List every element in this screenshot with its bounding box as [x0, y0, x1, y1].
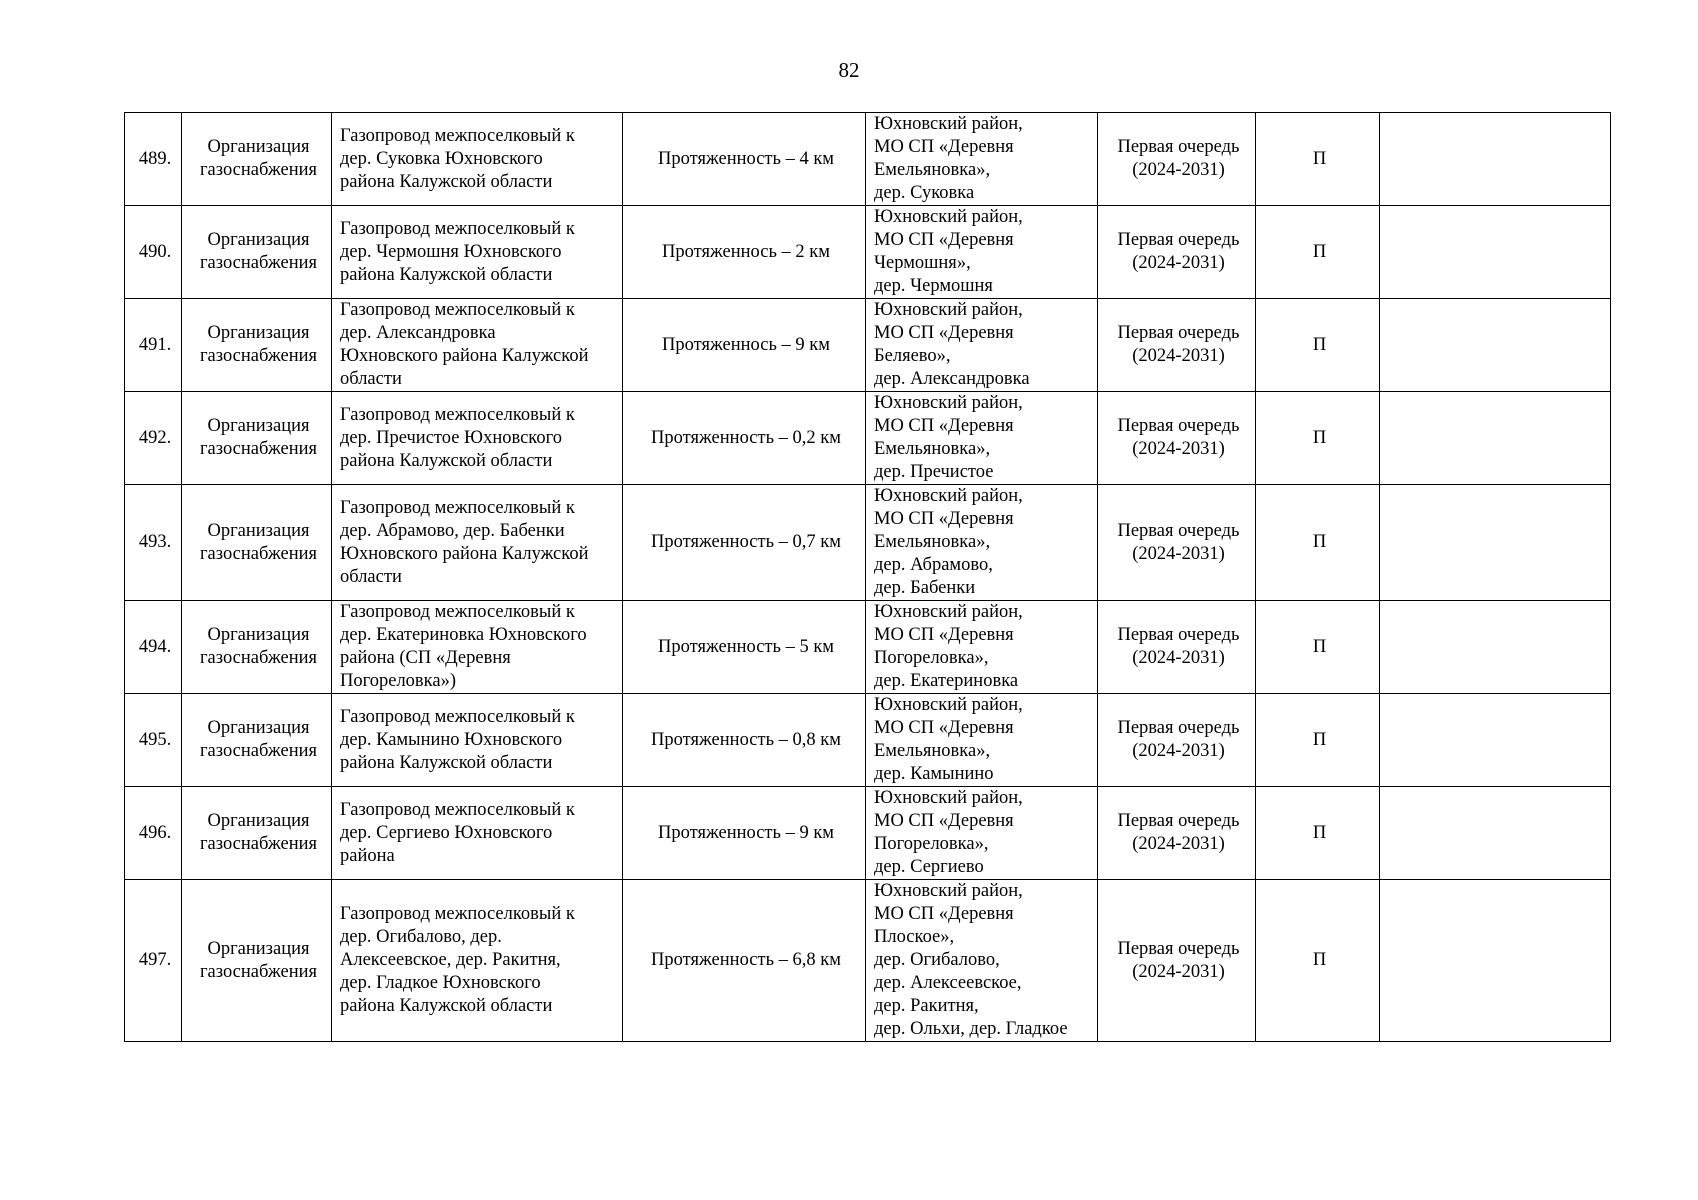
- cell-line: Юхновский район,: [874, 114, 1023, 134]
- status-cell: П: [1256, 601, 1380, 694]
- location-cell: [866, 601, 1098, 694]
- empty-cell: [1380, 601, 1611, 694]
- stage-cell: [1098, 299, 1256, 392]
- cell-line: МО СП «Деревня: [874, 904, 1014, 924]
- organization-cell: [182, 787, 332, 880]
- organization-cell: [182, 485, 332, 601]
- cell-line: Организация: [207, 625, 310, 645]
- cell-line: Юхновский район,: [874, 486, 1023, 506]
- table-row: [125, 392, 1611, 485]
- cell-line: (2024-2031): [1132, 543, 1225, 564]
- location-cell: [866, 299, 1098, 392]
- row-number-cell: 494.: [125, 601, 182, 694]
- object-name-cell: [332, 206, 623, 299]
- organization-cell: [182, 299, 332, 392]
- cell-line: дер. Огибалово,: [874, 950, 1000, 970]
- cell-line: дер. Огибалово, дер.: [340, 927, 502, 947]
- object-name-cell: [332, 113, 623, 206]
- object-name-cell: [332, 485, 623, 601]
- empty-cell: [1380, 299, 1611, 392]
- location-cell: [866, 392, 1098, 485]
- cell-line: МО СП «Деревня: [874, 137, 1014, 157]
- object-name-cell: [332, 392, 623, 485]
- cell-line: газоснабжения: [199, 253, 318, 273]
- cell-line: Первая очередь: [1117, 718, 1240, 738]
- cell-line: дер. Суковка: [874, 183, 975, 203]
- cell-line: (2024-2031): [1132, 648, 1225, 668]
- cell-line: Первая очередь: [1117, 811, 1240, 831]
- status-cell: П: [1256, 392, 1380, 485]
- row-number-cell: 495.: [125, 694, 182, 787]
- cell-line: области: [340, 369, 402, 389]
- organization-cell: [182, 392, 332, 485]
- cell-line: МО СП «Деревня: [874, 230, 1014, 250]
- organization-cell: [182, 601, 332, 694]
- cell-line: дер. Ракитня,: [874, 996, 979, 1016]
- cell-line: дер. Екатериновка: [874, 671, 1019, 691]
- cell-line: Организация: [207, 416, 310, 436]
- row-number-cell: 493.: [125, 485, 182, 601]
- stage-cell: [1098, 392, 1256, 485]
- table-row: [125, 880, 1611, 1042]
- status-cell: П: [1256, 694, 1380, 787]
- cell-line: Организация: [207, 323, 310, 343]
- cell-line: Алексеевское, дер. Ракитня,: [340, 950, 561, 970]
- cell-line: района Калужской области: [340, 450, 553, 471]
- organization-cell: [182, 694, 332, 787]
- cell-line: (2024-2031): [1132, 160, 1225, 180]
- row-number-cell: 492.: [125, 392, 182, 485]
- cell-line: дер. Ольхи, дер. Гладкое: [874, 1019, 1068, 1039]
- cell-line: района Калужской области: [340, 752, 553, 773]
- cell-line: (2024-2031): [1132, 253, 1225, 273]
- length-cell: Протяженность – 0,2 км: [623, 392, 866, 485]
- cell-line: дер. Сергиево: [874, 857, 984, 877]
- length-cell: Протяженнось – 2 км: [623, 206, 866, 299]
- cell-line: газоснабжения: [199, 160, 318, 180]
- cell-line: района (СП «Деревня: [340, 648, 511, 668]
- table-row: [125, 299, 1611, 392]
- cell-line: дер. Бабенки: [874, 578, 976, 598]
- cell-line: Юхновский район,: [874, 881, 1023, 901]
- cell-line: газоснабжения: [199, 961, 318, 982]
- cell-line: Первая очередь: [1117, 938, 1240, 959]
- cell-line: дер. Абрамово, дер. Бабенки: [340, 520, 565, 541]
- cell-line: дер. Абрамово,: [874, 555, 993, 575]
- cell-line: Организация: [207, 137, 310, 157]
- row-number-cell: 489.: [125, 113, 182, 206]
- empty-cell: [1380, 206, 1611, 299]
- cell-line: дер. Суковка Юхновского: [340, 148, 543, 169]
- cell-line: Емельяновка»,: [874, 160, 991, 180]
- cell-line: дер. Чермошня Юхновского: [340, 241, 562, 262]
- cell-line: дер. Гладкое Юхновского: [340, 973, 541, 993]
- cell-line: Погореловка»): [340, 671, 456, 691]
- cell-line: Первая очередь: [1117, 230, 1240, 250]
- status-cell: П: [1256, 485, 1380, 601]
- cell-line: Погореловка»,: [874, 834, 989, 854]
- location-cell: [866, 694, 1098, 787]
- length-cell: Протяженность – 5 км: [623, 601, 866, 694]
- cell-line: области: [340, 566, 402, 587]
- location-cell: [866, 485, 1098, 601]
- row-number-cell: 497.: [125, 880, 182, 1042]
- cell-line: Первая очередь: [1117, 137, 1240, 157]
- empty-cell: [1380, 392, 1611, 485]
- cell-line: района Калужской области: [340, 264, 553, 285]
- cell-line: района: [340, 845, 395, 866]
- stage-cell: [1098, 787, 1256, 880]
- cell-line: Газопровод межпоселковый к: [340, 497, 575, 518]
- row-number-cell: 490.: [125, 206, 182, 299]
- stage-cell: [1098, 880, 1256, 1042]
- empty-cell: [1380, 694, 1611, 787]
- status-cell: П: [1256, 206, 1380, 299]
- cell-line: Юхновского района Калужской: [340, 346, 589, 366]
- cell-line: газоснабжения: [199, 439, 318, 459]
- cell-line: Юхновский район,: [874, 788, 1023, 808]
- stage-cell: [1098, 694, 1256, 787]
- cell-line: дер. Чермошня: [874, 276, 993, 296]
- cell-line: дер. Екатериновка Юхновского: [340, 625, 587, 645]
- cell-line: Организация: [207, 520, 310, 541]
- status-cell: П: [1256, 113, 1380, 206]
- cell-line: дер. Пречистое: [874, 462, 994, 482]
- cell-line: Юхновский район,: [874, 207, 1023, 227]
- table-row: [125, 206, 1611, 299]
- cell-line: района Калужской области: [340, 996, 553, 1016]
- location-cell: [866, 206, 1098, 299]
- cell-line: (2024-2031): [1132, 439, 1225, 459]
- cell-line: района Калужской области: [340, 171, 553, 192]
- cell-line: (2024-2031): [1132, 834, 1225, 854]
- cell-line: газоснабжения: [199, 834, 318, 854]
- table-row: [125, 485, 1611, 601]
- cell-line: Первая очередь: [1117, 625, 1240, 645]
- cell-line: (2024-2031): [1132, 346, 1225, 366]
- cell-line: дер. Камынино: [874, 764, 994, 784]
- location-cell: [866, 113, 1098, 206]
- cell-line: МО СП «Деревня: [874, 811, 1014, 831]
- cell-line: Газопровод межпоселковый к: [340, 125, 575, 146]
- table-row: [125, 113, 1611, 206]
- cell-line: Первая очередь: [1117, 520, 1240, 541]
- cell-line: Первая очередь: [1117, 416, 1240, 436]
- cell-line: Газопровод межпоселковый к: [340, 218, 575, 239]
- cell-line: Газопровод межпоселковый к: [340, 904, 575, 924]
- cell-line: дер. Сергиево Юхновского: [340, 822, 553, 843]
- object-name-cell: [332, 880, 623, 1042]
- cell-line: Газопровод межпоселковый к: [340, 706, 575, 727]
- table-row: [125, 694, 1611, 787]
- cell-line: дер. Александровка: [340, 323, 496, 343]
- cell-line: Организация: [207, 938, 310, 959]
- cell-line: Беляево»,: [874, 346, 951, 366]
- cell-line: Газопровод межпоселковый к: [340, 799, 575, 820]
- length-cell: Протяженность – 9 км: [623, 787, 866, 880]
- organization-cell: [182, 113, 332, 206]
- cell-line: дер. Камынино Юхновского: [340, 729, 563, 750]
- cell-line: МО СП «Деревня: [874, 323, 1014, 343]
- object-name-cell: [332, 601, 623, 694]
- cell-line: Юхновский район,: [874, 695, 1023, 715]
- cell-line: МО СП «Деревня: [874, 625, 1014, 645]
- cell-line: Юхновский район,: [874, 393, 1023, 413]
- cell-line: Организация: [207, 718, 310, 738]
- location-cell: [866, 880, 1098, 1042]
- length-cell: Протяженнось – 9 км: [623, 299, 866, 392]
- object-name-cell: [332, 787, 623, 880]
- cell-line: МО СП «Деревня: [874, 416, 1014, 436]
- cell-line: Газопровод межпоселковый к: [340, 404, 575, 425]
- cell-line: Чермошня»,: [874, 253, 971, 273]
- cell-line: газоснабжения: [199, 543, 318, 564]
- table-row: [125, 601, 1611, 694]
- empty-cell: [1380, 485, 1611, 601]
- cell-line: Емельяновка»,: [874, 741, 991, 761]
- cell-line: газоснабжения: [199, 346, 318, 366]
- organization-cell: [182, 206, 332, 299]
- empty-cell: [1380, 880, 1611, 1042]
- row-number-cell: 491.: [125, 299, 182, 392]
- length-cell: Протяженность – 0,7 км: [623, 485, 866, 601]
- cell-line: МО СП «Деревня: [874, 718, 1014, 738]
- empty-cell: [1380, 113, 1611, 206]
- cell-line: Организация: [207, 811, 310, 831]
- status-cell: П: [1256, 880, 1380, 1042]
- empty-cell: [1380, 787, 1611, 880]
- cell-line: Организация: [207, 230, 310, 250]
- length-cell: Протяженность – 6,8 км: [623, 880, 866, 1042]
- table-row: [125, 787, 1611, 880]
- cell-line: (2024-2031): [1132, 741, 1225, 761]
- cell-line: Газопровод межпоселковый к: [340, 602, 575, 622]
- cell-line: Емельяновка»,: [874, 532, 991, 552]
- row-number-cell: 496.: [125, 787, 182, 880]
- cell-line: МО СП «Деревня: [874, 509, 1014, 529]
- cell-line: Юхновский район,: [874, 602, 1023, 622]
- status-cell: П: [1256, 299, 1380, 392]
- cell-line: дер. Александровка: [874, 369, 1030, 389]
- stage-cell: [1098, 206, 1256, 299]
- cell-line: Погореловка»,: [874, 648, 989, 668]
- status-cell: П: [1256, 787, 1380, 880]
- cell-line: газоснабжения: [199, 648, 318, 668]
- gas-supply-table: [124, 112, 1611, 1042]
- cell-line: Газопровод межпоселковый к: [340, 300, 575, 320]
- location-cell: [866, 787, 1098, 880]
- cell-line: Плоское»,: [874, 927, 955, 947]
- cell-line: газоснабжения: [199, 741, 318, 761]
- length-cell: Протяженность – 0,8 км: [623, 694, 866, 787]
- object-name-cell: [332, 299, 623, 392]
- cell-line: дер. Алексеевское,: [874, 973, 1022, 993]
- cell-line: Юхновский район,: [874, 300, 1023, 320]
- cell-line: (2024-2031): [1132, 961, 1225, 982]
- cell-line: Емельяновка»,: [874, 439, 991, 459]
- cell-line: дер. Пречистое Юхновского: [340, 427, 562, 448]
- cell-line: Юхновского района Калужской: [340, 543, 589, 564]
- stage-cell: [1098, 113, 1256, 206]
- page-number: 82: [838, 58, 860, 82]
- object-name-cell: [332, 694, 623, 787]
- cell-line: Первая очередь: [1117, 323, 1240, 343]
- stage-cell: [1098, 601, 1256, 694]
- organization-cell: [182, 880, 332, 1042]
- stage-cell: [1098, 485, 1256, 601]
- length-cell: Протяженность – 4 км: [623, 113, 866, 206]
